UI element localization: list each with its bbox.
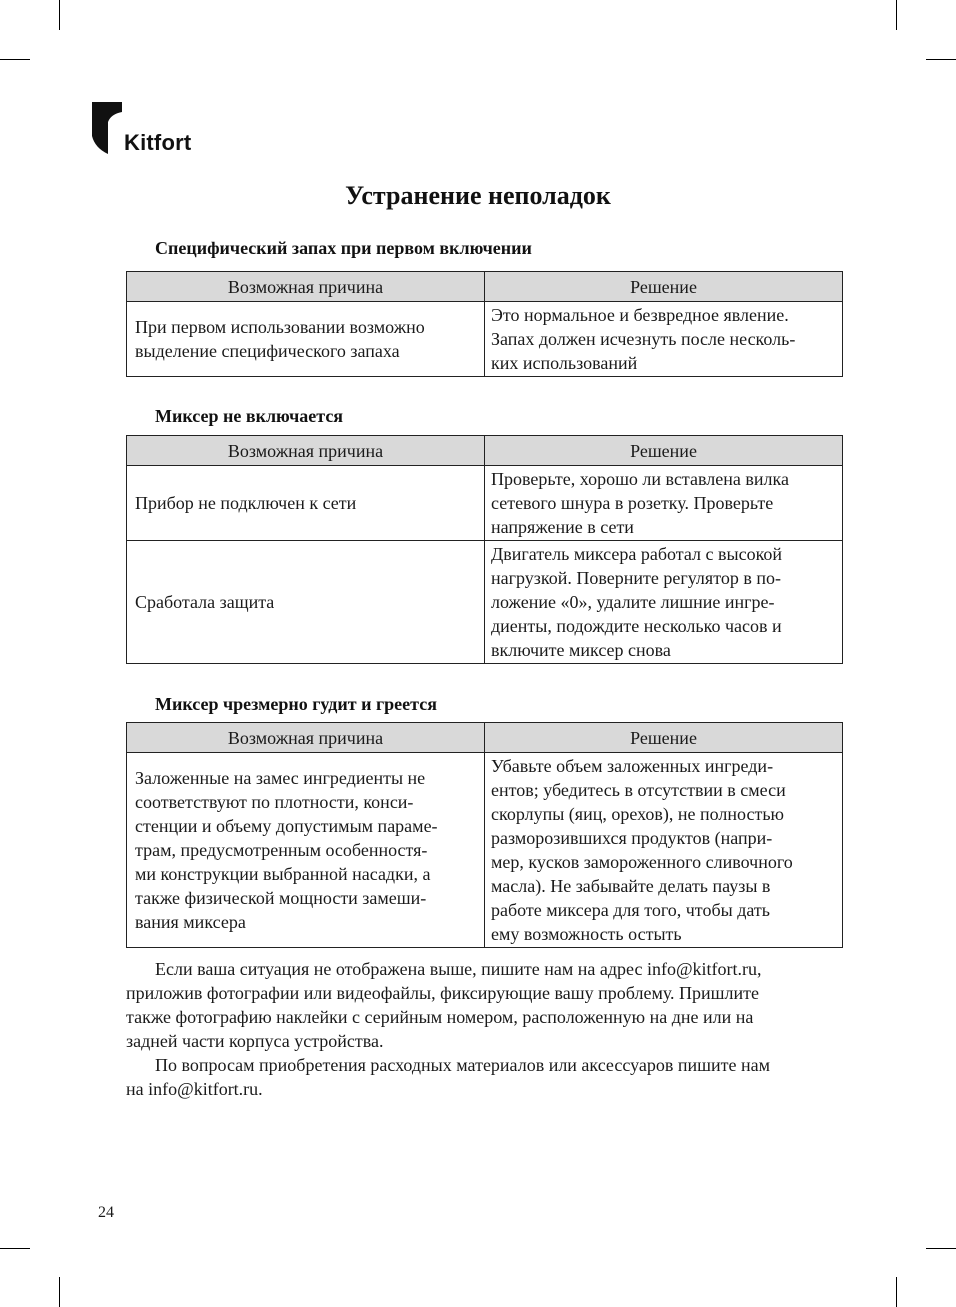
cell-line: Это нормальное и безвредное явление. — [491, 305, 789, 325]
cell-line: вания миксера — [135, 912, 246, 932]
cell-line: ему возможность остыть — [491, 924, 682, 944]
crop-mark — [896, 0, 897, 30]
crop-mark — [0, 1248, 30, 1249]
page-title: Устранение неполадок — [345, 181, 611, 210]
brand-name: Kitfort — [124, 130, 192, 155]
cell-line: соответствуют по плотности, конси- — [135, 792, 414, 812]
crop-mark — [59, 0, 60, 30]
troubleshooting-table — [126, 722, 843, 948]
cell-line: Прибор не подключен к сети — [135, 493, 357, 513]
table-header-row — [127, 272, 843, 302]
column-header-cause: Возможная причина — [127, 272, 485, 302]
section-heading: Миксер не включается — [155, 406, 344, 426]
text-line: также фотографию наклейки с серийным номером, расположенную на дне или на — [126, 1007, 754, 1027]
table-row — [127, 541, 843, 664]
column-header-cause: Возможная причина — [127, 723, 485, 753]
text-line: на info@kitfort.ru. — [126, 1079, 263, 1099]
cell-line: разморозившихся продуктов (напри- — [491, 828, 773, 848]
cell-line: ложение «0», удалите лишние ингре- — [491, 592, 775, 612]
cell-line: Заложенные на замес ингредиенты не — [135, 768, 426, 788]
troubleshooting-table — [126, 435, 843, 664]
table-header-row — [127, 436, 843, 466]
column-header-solution: Решение — [485, 723, 843, 753]
cell-line: работе миксера для того, чтобы дать — [491, 900, 770, 920]
text-line: приложив фотографии или видеофайлы, фиксирующие вашу проблему. Пришлите — [126, 983, 759, 1003]
cell-line: ких использований — [491, 353, 638, 373]
cell-line: диенты, подождите несколько часов и — [491, 616, 782, 636]
cell-line: ми конструкции выбранной насадки, а — [135, 864, 431, 884]
text-line: Если ваша ситуация не отображена выше, пишите нам на адрес info@kitfort.ru, — [155, 959, 762, 979]
solution-cell — [485, 753, 843, 948]
cell-line: Проверьте, хорошо ли вставлена вилка — [491, 469, 789, 489]
cell-line: стенции и объему допустимым параме- — [135, 816, 438, 836]
cause-cell — [127, 753, 485, 948]
contact-info-text — [126, 957, 842, 1101]
section-heading: Специфический запах при первом включении — [155, 238, 532, 258]
column-header-solution: Решение — [485, 436, 843, 466]
cell-line: Убавьте объем заложенных ингреди- — [491, 756, 774, 776]
table-row — [127, 753, 843, 948]
cell-line: напряжение в сети — [491, 517, 634, 537]
paragraph — [126, 957, 842, 1053]
cell-line: мер, кусков замороженного сливочного — [491, 852, 793, 872]
cell-line: выделение специфического запаха — [135, 341, 400, 361]
cell-line: Запах должен исчезнуть после несколь- — [491, 329, 796, 349]
column-header-cause: Возможная причина — [127, 436, 485, 466]
cause-cell — [127, 541, 485, 664]
crop-mark — [896, 1277, 897, 1307]
table-row — [127, 466, 843, 541]
cell-line: сетевого шнура в розетку. Проверьте — [491, 493, 774, 513]
crop-mark — [926, 59, 956, 60]
cell-line: Двигатель миксера работал с высокой — [491, 544, 783, 564]
cell-line: Сработала защита — [135, 592, 275, 612]
solution-cell — [485, 466, 843, 541]
crop-mark — [0, 59, 30, 60]
cell-line: При первом использовании возможно — [135, 317, 425, 337]
paragraph — [126, 1053, 842, 1101]
cause-cell — [127, 466, 485, 541]
solution-cell — [485, 541, 843, 664]
solution-cell — [485, 302, 843, 377]
crop-mark — [926, 1248, 956, 1249]
cell-line: нагрузкой. Поверните регулятор в по- — [491, 568, 781, 588]
cause-cell — [127, 302, 485, 377]
cell-line: скорлупы (яиц, орехов), не полностью — [491, 804, 784, 824]
section-heading: Миксер чрезмерно гудит и греется — [155, 694, 437, 714]
cell-line: ентов; убедитесь в отсутствии в смеси — [491, 780, 786, 800]
text-line: задней части корпуса устройства. — [126, 1031, 384, 1051]
kitfort-logo-icon — [92, 102, 122, 154]
cell-line: трам, предусмотренным особенностя- — [135, 840, 428, 860]
page-number: 24 — [98, 1204, 114, 1221]
table-row — [127, 302, 843, 377]
crop-mark — [59, 1277, 60, 1307]
cell-line: также физической мощности замеши- — [135, 888, 427, 908]
text-line: По вопросам приобретения расходных материалов или аксессуаров пишите нам — [155, 1055, 770, 1075]
column-header-solution: Решение — [485, 272, 843, 302]
cell-line: включите миксер снова — [491, 640, 671, 660]
table-header-row — [127, 723, 843, 753]
cell-line: масла). Не забывайте делать паузы в — [491, 876, 771, 896]
troubleshooting-table — [126, 271, 843, 377]
